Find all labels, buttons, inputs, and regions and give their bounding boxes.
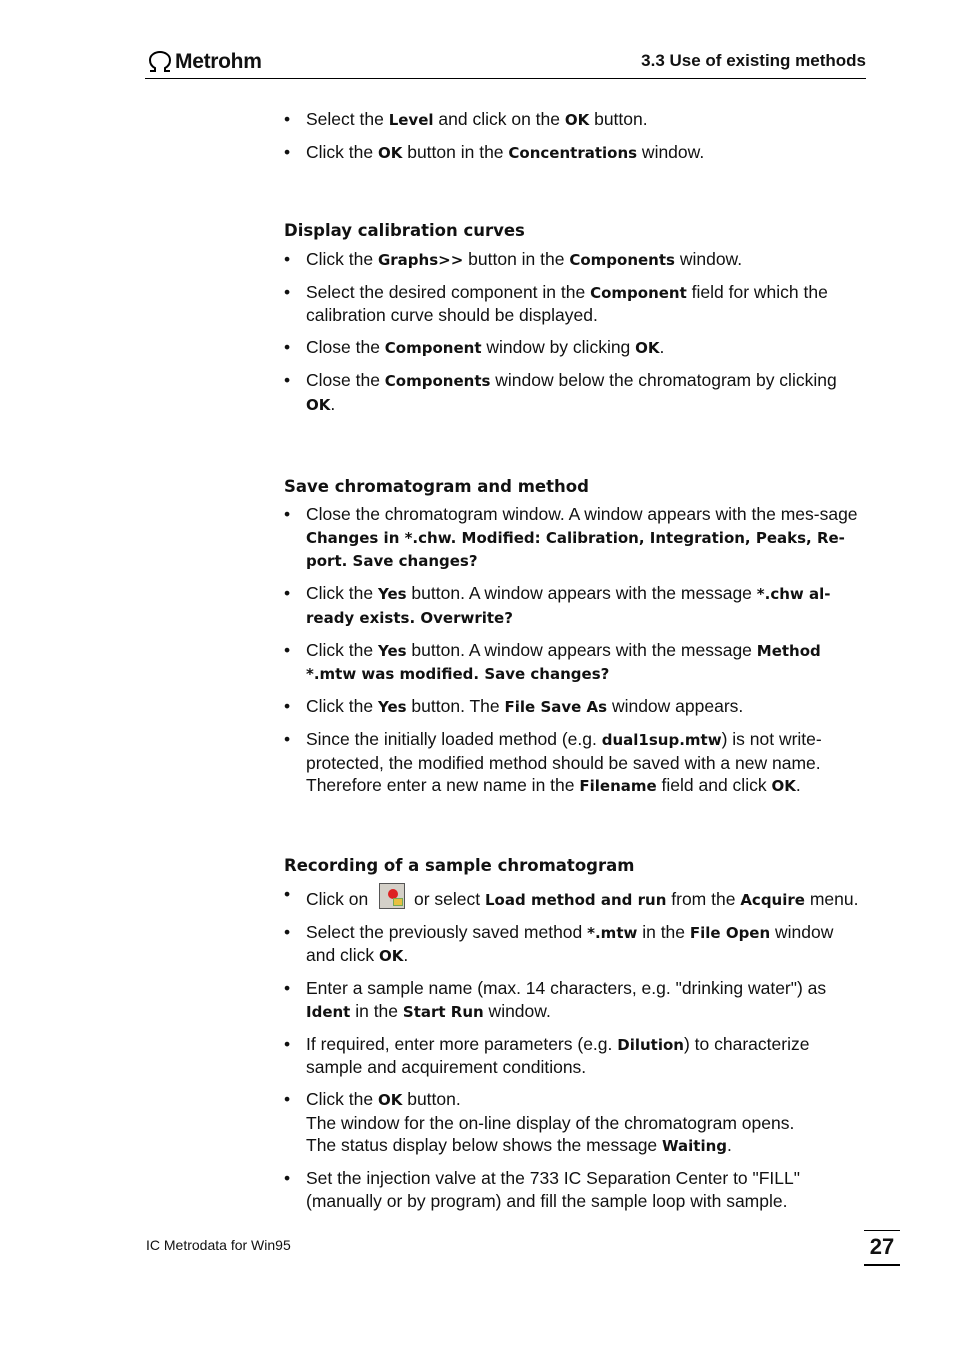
list-item: • Click the Yes button. A window appears with the message *.chw al-ready exists. Overwrite? [284, 582, 866, 629]
footer-product: IC Metrodata for Win95 [146, 1237, 291, 1253]
record-list-rest [284, 921, 866, 1213]
heading-recording-sample: Recording of a sample chromatogram [284, 856, 635, 875]
display-list [284, 248, 866, 417]
list-item: • Select the previously saved method *.mtw in the File Open window and click OK. [284, 921, 866, 968]
heading-display-calibration: Display calibration curves [284, 221, 525, 240]
list-item: • If required, enter more parameters (e.g. Dilution) to characterize sample and acquirement conditions. [284, 1033, 866, 1079]
list-item: • Click the Yes button. A window appears with the message Method *.mtw was modified. Save changes? [284, 639, 866, 686]
page-number: 27 [864, 1230, 900, 1266]
heading-save-chromatogram: Save chromatogram and method [284, 476, 589, 496]
list-item: • Enter a sample name (max. 14 characters, e.g. "drinking water") as Ident in the Start Run window. [284, 977, 866, 1023]
page-header [145, 48, 866, 79]
list-item: • Click on or select Load method and run from the Acquire menu. [284, 883, 866, 912]
list-item: • Close the chromatogram window. A window appears with the mes-sage Changes in *.chw. Modified: Calibration, Integration, Peaks, Re-port. Save changes? [284, 503, 866, 573]
section-title: 3.3 Use of existing methods [641, 51, 866, 70]
list-item: • Select the Level and click on the OK button. [284, 108, 866, 132]
list-item: • Click the Graphs>> button in the Components window. [284, 248, 866, 272]
list-item: • Click the Yes button. The File Save As window appears. [284, 695, 866, 719]
list-item: • Close the Components window below the chromatogram by clicking OK. [284, 369, 866, 416]
list-item: • Set the injection valve at the 733 IC Separation Center to "FILL" (manually or by program) and fill the sample loop with sample. [284, 1167, 866, 1212]
load-method-run-icon [379, 883, 405, 909]
list-item: • Since the initially loaded method (e.g. dual1sup.mtw) is not write-protected, the modified method should be saved with a new name. Therefore enter a new name in the Filename field and click OK. [284, 728, 866, 798]
logo-text: Metrohm [175, 50, 262, 73]
list-item: • Select the desired component in the Component field for which the calibration curve should be displayed. [284, 281, 866, 327]
page-content [284, 108, 866, 1222]
save-list [284, 503, 866, 798]
omega-icon [147, 51, 173, 73]
list-item: • Close the Component window by clicking OK. [284, 336, 866, 360]
record-list [284, 883, 866, 912]
list-item: • Click the OK button. The window for the on-line display of the chromatogram opens. The status display below shows the message Waiting. [284, 1088, 866, 1158]
list-item: • Click the OK button in the Concentrations window. [284, 141, 866, 165]
metrohm-logo [147, 50, 262, 74]
intro-list [284, 108, 866, 165]
